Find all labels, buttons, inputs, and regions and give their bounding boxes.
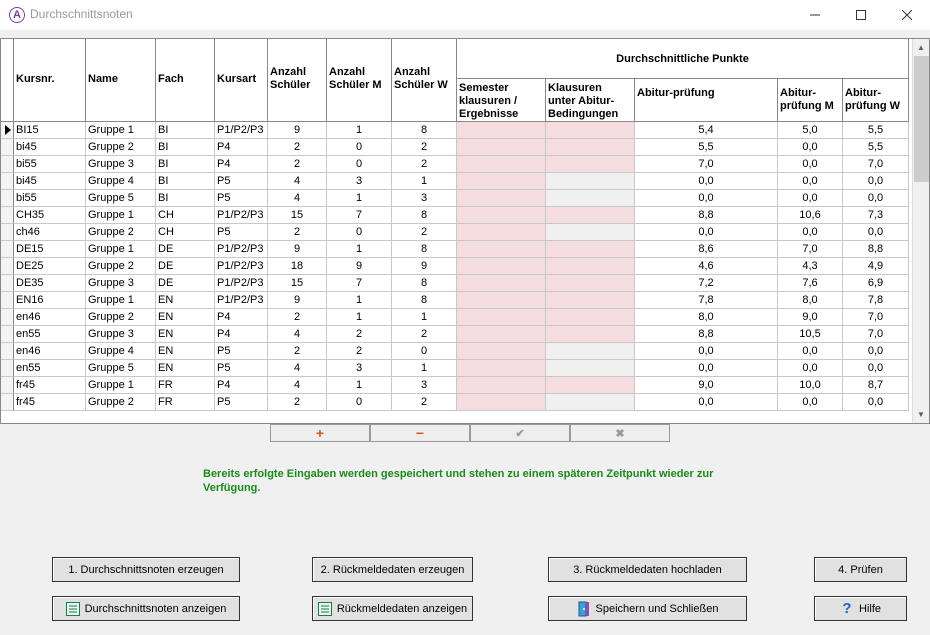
cell-klausur[interactable]: [546, 241, 635, 258]
exit-door-icon: [577, 602, 591, 616]
cell-m[interactable]: 3: [327, 173, 392, 190]
cell-name[interactable]: Gruppe 2: [86, 258, 156, 275]
cell-fach[interactable]: BI: [156, 190, 215, 207]
cell-abitur[interactable]: 0,0: [635, 173, 778, 190]
row-indicator[interactable]: [1, 190, 14, 207]
cell-abitur-w[interactable]: 0,0: [843, 224, 909, 241]
cell-abitur-w[interactable]: 4,9: [843, 258, 909, 275]
header-fach[interactable]: Fach: [156, 39, 215, 122]
cell-w[interactable]: 8: [392, 292, 457, 309]
cell-kursart[interactable]: P4: [215, 309, 268, 326]
row-indicator[interactable]: [1, 326, 14, 343]
cell-klausur[interactable]: [546, 173, 635, 190]
cell-abitur-m[interactable]: 10,5: [778, 326, 843, 343]
table-row[interactable]: [1, 275, 911, 292]
cell-name[interactable]: Gruppe 3: [86, 326, 156, 343]
cell-name[interactable]: Gruppe 1: [86, 377, 156, 394]
row-indicator[interactable]: [1, 377, 14, 394]
row-indicator[interactable]: [1, 122, 14, 139]
cell-abitur-m[interactable]: 7,6: [778, 275, 843, 292]
cell-kursnr[interactable]: en55: [14, 360, 86, 377]
table-row[interactable]: [1, 258, 911, 275]
cell-w[interactable]: 1: [392, 173, 457, 190]
cell-klausur[interactable]: [546, 224, 635, 241]
cell-abitur[interactable]: 8,8: [635, 207, 778, 224]
cell-m[interactable]: 2: [327, 343, 392, 360]
cell-m[interactable]: 1: [327, 309, 392, 326]
cell-abitur-w[interactable]: 7,0: [843, 326, 909, 343]
cell-kursart[interactable]: P4: [215, 377, 268, 394]
cell-anzahl[interactable]: 4: [268, 190, 327, 207]
cell-w[interactable]: 0: [392, 343, 457, 360]
row-indicator[interactable]: [1, 224, 14, 241]
vertical-scrollbar[interactable]: [912, 39, 929, 423]
cell-fach[interactable]: DE: [156, 258, 215, 275]
cell-kursart[interactable]: P4: [215, 139, 268, 156]
cell-fach[interactable]: EN: [156, 343, 215, 360]
cell-kursart[interactable]: P4: [215, 156, 268, 173]
cell-m[interactable]: 0: [327, 156, 392, 173]
cell-w[interactable]: 8: [392, 207, 457, 224]
table-row[interactable]: [1, 343, 911, 360]
cell-abitur-w[interactable]: 0,0: [843, 173, 909, 190]
list-icon: [318, 602, 332, 616]
cell-anzahl[interactable]: 2: [268, 224, 327, 241]
header-anzahl[interactable]: Anzahl Schüler: [268, 39, 327, 122]
cell-semester[interactable]: [457, 292, 546, 309]
cell-m[interactable]: 0: [327, 224, 392, 241]
generate-averages-label: 1. Durchschnittsnoten erzeugen: [68, 563, 224, 576]
cell-kursart[interactable]: P1/P2/P3: [215, 207, 268, 224]
cell-name[interactable]: Gruppe 1: [86, 292, 156, 309]
cell-abitur[interactable]: 5,4: [635, 122, 778, 139]
header-name[interactable]: Name: [86, 39, 156, 122]
cell-kursart[interactable]: P1/P2/P3: [215, 258, 268, 275]
cell-name[interactable]: Gruppe 3: [86, 275, 156, 292]
header-anzahl-m[interactable]: Anzahl Schüler M: [327, 39, 392, 122]
cell-name[interactable]: Gruppe 5: [86, 360, 156, 377]
cell-klausur[interactable]: [546, 377, 635, 394]
minus-icon: −: [415, 425, 425, 441]
cell-anzahl[interactable]: 2: [268, 394, 327, 411]
cell-anzahl[interactable]: 2: [268, 139, 327, 156]
cell-m[interactable]: 1: [327, 190, 392, 207]
cell-klausur[interactable]: [546, 190, 635, 207]
cell-name[interactable]: Gruppe 4: [86, 343, 156, 360]
cell-m[interactable]: 1: [327, 292, 392, 309]
cell-kursart[interactable]: P4: [215, 326, 268, 343]
cell-anzahl[interactable]: 15: [268, 207, 327, 224]
show-averages-label: Durchschnittsnoten anzeigen: [84, 602, 227, 615]
cell-w[interactable]: 1: [392, 309, 457, 326]
cell-name[interactable]: Gruppe 1: [86, 207, 156, 224]
cell-anzahl[interactable]: 4: [268, 326, 327, 343]
cell-klausur[interactable]: [546, 326, 635, 343]
cell-abitur-m[interactable]: 0,0: [778, 360, 843, 377]
table-row[interactable]: [1, 292, 911, 309]
cell-fach[interactable]: BI: [156, 139, 215, 156]
info-message: Bereits erfolgte Eingaben werden gespeichert und stehen zu einem späteren Zeitpunkt wieder zur Verfügung.: [203, 468, 714, 494]
cell-klausur[interactable]: [546, 275, 635, 292]
cell-m[interactable]: 3: [327, 360, 392, 377]
cell-fach[interactable]: BI: [156, 173, 215, 190]
cell-name[interactable]: Gruppe 1: [86, 241, 156, 258]
cell-w[interactable]: 1: [392, 360, 457, 377]
minimize-icon: [810, 10, 820, 20]
cell-m[interactable]: 0: [327, 139, 392, 156]
cell-klausur[interactable]: [546, 122, 635, 139]
cell-abitur-w[interactable]: 8,7: [843, 377, 909, 394]
cell-kursnr[interactable]: bi45: [14, 139, 86, 156]
cell-anzahl[interactable]: 18: [268, 258, 327, 275]
cell-klausur[interactable]: [546, 343, 635, 360]
cell-abitur[interactable]: 8,8: [635, 326, 778, 343]
cell-klausur[interactable]: [546, 360, 635, 377]
check-icon: ✔: [515, 427, 525, 440]
cell-klausur[interactable]: [546, 258, 635, 275]
maximize-icon: [856, 10, 866, 20]
header-abitur[interactable]: Abitur-prüfung: [635, 79, 778, 122]
cell-m[interactable]: 0: [327, 394, 392, 411]
row-indicator[interactable]: [1, 343, 14, 360]
table-row[interactable]: [1, 360, 911, 377]
cell-fach[interactable]: CH: [156, 207, 215, 224]
cell-w[interactable]: 2: [392, 394, 457, 411]
row-indicator[interactable]: [1, 241, 14, 258]
cell-anzahl[interactable]: 9: [268, 292, 327, 309]
cell-abitur-w[interactable]: 5,5: [843, 139, 909, 156]
cell-semester[interactable]: [457, 360, 546, 377]
cell-name[interactable]: Gruppe 2: [86, 139, 156, 156]
cell-kursnr[interactable]: DE25: [14, 258, 86, 275]
help-button[interactable]: [814, 596, 907, 621]
cell-abitur-w[interactable]: 5,5: [843, 122, 909, 139]
cell-kursart[interactable]: P5: [215, 343, 268, 360]
scroll-up-icon[interactable]: ▲: [917, 43, 925, 52]
cell-kursnr[interactable]: fr45: [14, 394, 86, 411]
table-row[interactable]: [1, 326, 911, 343]
cell-w[interactable]: 2: [392, 156, 457, 173]
generate-feedback-button[interactable]: [312, 557, 473, 582]
cell-name[interactable]: Gruppe 4: [86, 173, 156, 190]
cell-semester[interactable]: [457, 343, 546, 360]
cell-w[interactable]: 3: [392, 190, 457, 207]
header-kursnr[interactable]: Kursnr.: [14, 39, 86, 122]
upload-feedback-label: 3. Rückmeldedaten hochladen: [573, 563, 722, 576]
row-indicator[interactable]: [1, 156, 14, 173]
row-indicator[interactable]: [1, 207, 14, 224]
cell-fach[interactable]: DE: [156, 275, 215, 292]
cell-name[interactable]: Gruppe 2: [86, 394, 156, 411]
scroll-down-icon[interactable]: ▼: [917, 410, 925, 419]
cell-kursnr[interactable]: BI15: [14, 122, 86, 139]
cell-kursnr[interactable]: bi45: [14, 173, 86, 190]
row-indicator[interactable]: [1, 258, 14, 275]
list-icon: [66, 602, 80, 616]
cell-m[interactable]: 7: [327, 207, 392, 224]
cell-anzahl[interactable]: 4: [268, 377, 327, 394]
maximize-button[interactable]: [838, 0, 884, 30]
x-icon: ✖: [615, 427, 625, 440]
cell-semester[interactable]: [457, 241, 546, 258]
table-row[interactable]: [1, 207, 911, 224]
header-abitur-w[interactable]: Abitur-prüfung W: [843, 79, 909, 122]
cell-kursnr[interactable]: en55: [14, 326, 86, 343]
cell-kursnr[interactable]: en46: [14, 343, 86, 360]
show-feedback-button[interactable]: [312, 596, 473, 621]
close-button[interactable]: [884, 0, 930, 30]
row-indicator[interactable]: [1, 309, 14, 326]
cell-abitur-m[interactable]: 4,3: [778, 258, 843, 275]
table-row[interactable]: [1, 377, 911, 394]
row-indicator[interactable]: [1, 275, 14, 292]
cell-semester[interactable]: [457, 258, 546, 275]
cell-kursnr[interactable]: ch46: [14, 224, 86, 241]
cell-abitur[interactable]: 8,0: [635, 309, 778, 326]
cell-anzahl[interactable]: 15: [268, 275, 327, 292]
cell-anzahl[interactable]: 9: [268, 122, 327, 139]
cell-fach[interactable]: EN: [156, 309, 215, 326]
row-indicator[interactable]: [1, 360, 14, 377]
cell-semester[interactable]: [457, 173, 546, 190]
cell-w[interactable]: 2: [392, 139, 457, 156]
row-indicator[interactable]: [1, 139, 14, 156]
cell-abitur-w[interactable]: 7,0: [843, 156, 909, 173]
help-label: Hilfe: [858, 602, 881, 615]
add-record-button[interactable]: [270, 424, 370, 442]
cell-kursart[interactable]: P5: [215, 224, 268, 241]
cell-abitur[interactable]: 5,5: [635, 139, 778, 156]
cell-abitur[interactable]: 0,0: [635, 343, 778, 360]
cancel-record-button[interactable]: [570, 424, 670, 442]
header-group-durchschnittliche-punkte: Durchschnittliche Punkte: [457, 39, 909, 79]
cell-klausur[interactable]: [546, 156, 635, 173]
cell-semester[interactable]: [457, 275, 546, 292]
cell-name[interactable]: Gruppe 3: [86, 156, 156, 173]
cell-semester[interactable]: [457, 326, 546, 343]
delete-record-button[interactable]: [370, 424, 470, 442]
grid-navigator: [270, 424, 670, 442]
cell-klausur[interactable]: [546, 309, 635, 326]
generate-averages-button[interactable]: [52, 557, 240, 582]
cell-abitur-w[interactable]: 8,8: [843, 241, 909, 258]
header-kursart[interactable]: Kursart: [215, 39, 268, 122]
cell-abitur-w[interactable]: 0,0: [843, 343, 909, 360]
cell-kursart[interactable]: P1/P2/P3: [215, 122, 268, 139]
cell-abitur-w[interactable]: 7,3: [843, 207, 909, 224]
table-row[interactable]: [1, 241, 911, 258]
cell-fach[interactable]: EN: [156, 292, 215, 309]
cell-abitur-w[interactable]: 7,8: [843, 292, 909, 309]
generate-feedback-label: 2. Rückmeldedaten erzeugen: [320, 563, 465, 576]
plus-icon: +: [315, 425, 325, 441]
cell-w[interactable]: 3: [392, 377, 457, 394]
cell-kursnr[interactable]: fr45: [14, 377, 86, 394]
cell-m[interactable]: 9: [327, 258, 392, 275]
cell-abitur[interactable]: 7,8: [635, 292, 778, 309]
cell-abitur-w[interactable]: 0,0: [843, 190, 909, 207]
cell-name[interactable]: Gruppe 1: [86, 122, 156, 139]
cell-anzahl[interactable]: 2: [268, 309, 327, 326]
post-record-button[interactable]: [470, 424, 570, 442]
cell-anzahl[interactable]: 2: [268, 156, 327, 173]
table-row[interactable]: [1, 190, 911, 207]
cell-semester[interactable]: [457, 156, 546, 173]
header-semester[interactable]: Semester klausuren / Ergebnisse: [457, 79, 546, 122]
cell-kursnr[interactable]: DE15: [14, 241, 86, 258]
cell-abitur-m[interactable]: 5,0: [778, 122, 843, 139]
cell-kursart[interactable]: P5: [215, 394, 268, 411]
cell-abitur-m[interactable]: 10,6: [778, 207, 843, 224]
cell-abitur[interactable]: 7,2: [635, 275, 778, 292]
cell-anzahl[interactable]: 4: [268, 173, 327, 190]
cell-fach[interactable]: CH: [156, 224, 215, 241]
cell-abitur[interactable]: 0,0: [635, 360, 778, 377]
cell-w[interactable]: 8: [392, 122, 457, 139]
cell-w[interactable]: 9: [392, 258, 457, 275]
cell-fach[interactable]: EN: [156, 326, 215, 343]
cell-klausur[interactable]: [546, 394, 635, 411]
row-indicator[interactable]: [1, 173, 14, 190]
cell-abitur-m[interactable]: 9,0: [778, 309, 843, 326]
cell-abitur-w[interactable]: 6,9: [843, 275, 909, 292]
cell-abitur-m[interactable]: 0,0: [778, 139, 843, 156]
cell-kursart[interactable]: P1/P2/P3: [215, 241, 268, 258]
cell-abitur-m[interactable]: 0,0: [778, 173, 843, 190]
cell-anzahl[interactable]: 2: [268, 343, 327, 360]
cell-abitur-m[interactable]: 0,0: [778, 343, 843, 360]
cell-kursart[interactable]: P5: [215, 190, 268, 207]
cell-abitur-w[interactable]: 0,0: [843, 394, 909, 411]
cell-abitur-w[interactable]: 7,0: [843, 309, 909, 326]
save-close-button[interactable]: [548, 596, 747, 621]
cell-abitur[interactable]: 0,0: [635, 190, 778, 207]
table-row[interactable]: [1, 173, 911, 190]
averages-grid[interactable]: [0, 38, 930, 424]
cell-abitur-m[interactable]: 0,0: [778, 190, 843, 207]
cell-w[interactable]: 8: [392, 241, 457, 258]
cell-abitur[interactable]: 7,0: [635, 156, 778, 173]
check-label: 4. Prüfen: [838, 563, 883, 576]
check-button[interactable]: [814, 557, 907, 582]
row-indicator-header: [1, 39, 14, 122]
cell-fach[interactable]: BI: [156, 122, 215, 139]
header-anzahl-w[interactable]: Anzahl Schüler W: [392, 39, 457, 122]
cell-abitur-m[interactable]: 0,0: [778, 156, 843, 173]
help-icon: ?: [842, 600, 852, 617]
cell-kursnr[interactable]: CH35: [14, 207, 86, 224]
cell-abitur-w[interactable]: 0,0: [843, 360, 909, 377]
close-icon: [902, 10, 912, 20]
cell-fach[interactable]: EN: [156, 360, 215, 377]
cell-klausur[interactable]: [546, 207, 635, 224]
header-klausuren[interactable]: Klausuren unter Abitur-Bedingungen: [546, 79, 635, 122]
cell-anzahl[interactable]: 9: [268, 241, 327, 258]
cell-kursnr[interactable]: bi55: [14, 156, 86, 173]
cell-klausur[interactable]: [546, 292, 635, 309]
cell-abitur-m[interactable]: 0,0: [778, 224, 843, 241]
cell-abitur-m[interactable]: 8,0: [778, 292, 843, 309]
cell-m[interactable]: 1: [327, 377, 392, 394]
header-abitur-m[interactable]: Abitur-prüfung M: [778, 79, 843, 122]
table-row[interactable]: [1, 139, 911, 156]
cell-abitur[interactable]: 9,0: [635, 377, 778, 394]
cell-semester[interactable]: [457, 394, 546, 411]
cell-m[interactable]: 1: [327, 241, 392, 258]
cell-abitur[interactable]: 8,6: [635, 241, 778, 258]
app-icon: A: [9, 7, 25, 23]
cell-abitur-m[interactable]: 0,0: [778, 394, 843, 411]
cell-abitur[interactable]: 0,0: [635, 394, 778, 411]
cell-kursart[interactable]: P5: [215, 360, 268, 377]
cell-abitur[interactable]: 4,6: [635, 258, 778, 275]
cell-fach[interactable]: DE: [156, 241, 215, 258]
cell-fach[interactable]: BI: [156, 156, 215, 173]
cell-abitur-m[interactable]: 7,0: [778, 241, 843, 258]
cell-w[interactable]: 8: [392, 275, 457, 292]
row-indicator[interactable]: [1, 292, 14, 309]
table-row[interactable]: [1, 224, 911, 241]
show-averages-button[interactable]: [52, 596, 240, 621]
minimize-button[interactable]: [792, 0, 838, 30]
cell-semester[interactable]: [457, 207, 546, 224]
cell-name[interactable]: Gruppe 2: [86, 224, 156, 241]
cell-semester[interactable]: [457, 377, 546, 394]
window-title: Durchschnittsnoten: [30, 7, 133, 21]
cell-abitur-m[interactable]: 10,0: [778, 377, 843, 394]
cell-fach[interactable]: FR: [156, 377, 215, 394]
cell-m[interactable]: 7: [327, 275, 392, 292]
cell-m[interactable]: 1: [327, 122, 392, 139]
upload-feedback-button[interactable]: [548, 557, 747, 582]
current-row-arrow-icon: [5, 125, 11, 135]
cell-name[interactable]: Gruppe 2: [86, 309, 156, 326]
title-bar: [0, 0, 930, 30]
scroll-thumb[interactable]: [914, 56, 929, 182]
table-row[interactable]: [1, 156, 911, 173]
cell-semester[interactable]: [457, 309, 546, 326]
cell-kursnr[interactable]: en46: [14, 309, 86, 326]
cell-semester[interactable]: [457, 190, 546, 207]
save-close-label: Speichern und Schließen: [595, 602, 719, 615]
cell-w[interactable]: 2: [392, 224, 457, 241]
cell-klausur[interactable]: [546, 139, 635, 156]
cell-kursart[interactable]: P1/P2/P3: [215, 292, 268, 309]
cell-anzahl[interactable]: 4: [268, 360, 327, 377]
cell-kursart[interactable]: P1/P2/P3: [215, 275, 268, 292]
row-indicator[interactable]: [1, 394, 14, 411]
cell-m[interactable]: 2: [327, 326, 392, 343]
cell-semester[interactable]: [457, 224, 546, 241]
show-feedback-label: Rückmeldedaten anzeigen: [336, 602, 468, 615]
cell-kursnr[interactable]: DE35: [14, 275, 86, 292]
cell-abitur[interactable]: 0,0: [635, 224, 778, 241]
table-row[interactable]: [1, 394, 911, 411]
cell-semester[interactable]: [457, 139, 546, 156]
cell-w[interactable]: 2: [392, 326, 457, 343]
cell-kursart[interactable]: P5: [215, 173, 268, 190]
table-row[interactable]: [1, 309, 911, 326]
table-row[interactable]: [1, 122, 911, 139]
cell-kursnr[interactable]: bi55: [14, 190, 86, 207]
cell-semester[interactable]: [457, 122, 546, 139]
cell-kursnr[interactable]: EN16: [14, 292, 86, 309]
cell-name[interactable]: Gruppe 5: [86, 190, 156, 207]
cell-fach[interactable]: FR: [156, 394, 215, 411]
